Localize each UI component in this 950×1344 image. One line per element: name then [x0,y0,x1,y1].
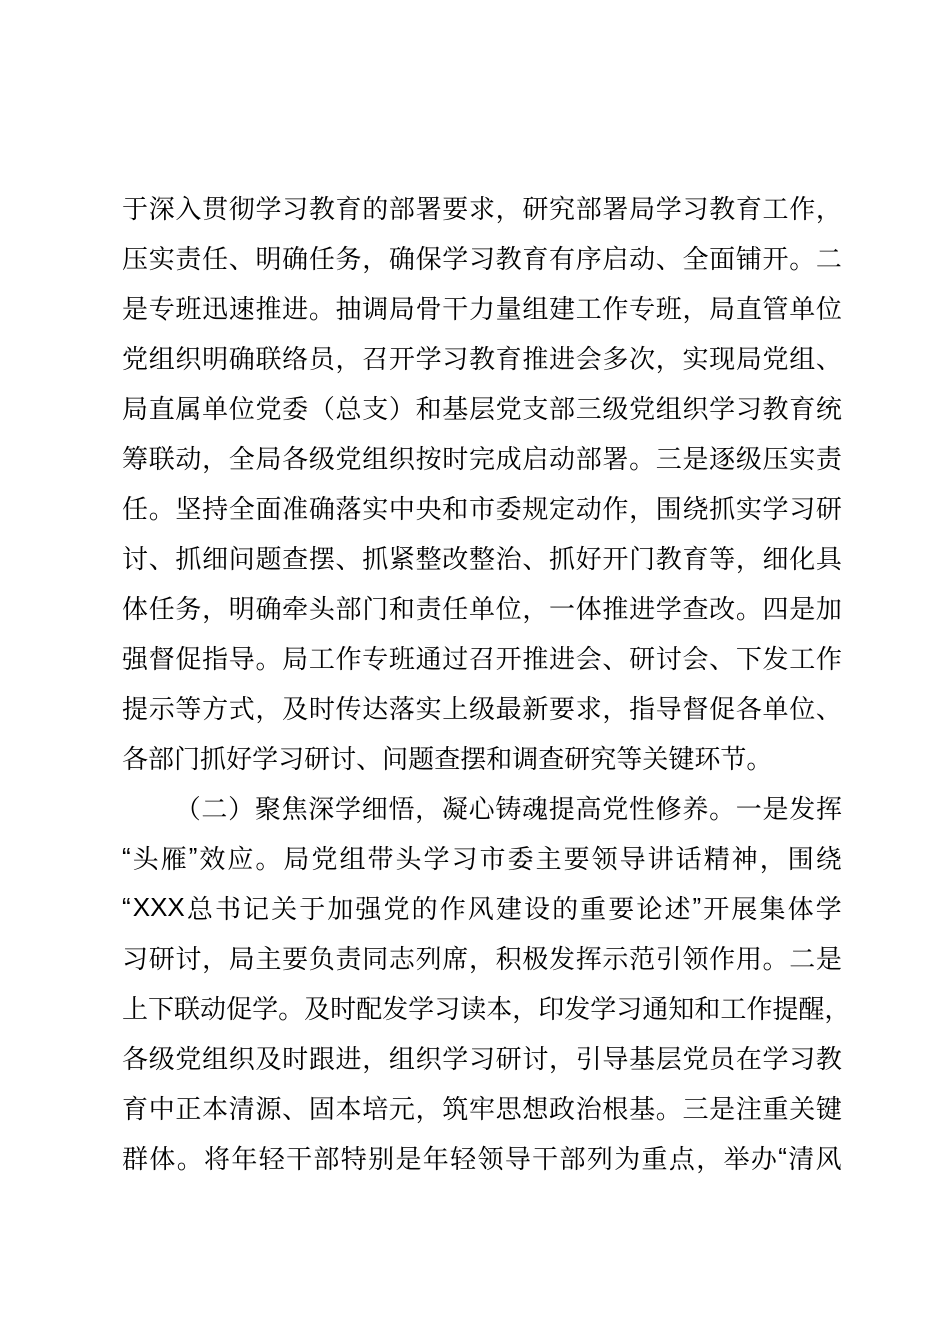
text-line: 局 直 属 单 位 党 委 （ 总 支 ） 和 基 层 党 支 部 三 级 党 组 织 学 习 教 育 统 [122,393,842,424]
text-line: 体 任 务 ， 明 确 牵 头 部 门 和 责 任 单 位 ， 一 体 推 进 学 查 改 。 四 是 加 [122,593,842,624]
text-line: 于 深 入 贯 彻 学 习 教 育 的 部 署 要 求 ， 研 究 部 署 局 学 习 教 育 工 作 ， [122,193,842,224]
text-line: 群 体 。 将 年 轻 干 部 特 别 是 年 轻 领 导 干 部 列 为 重 点 ， 举 办 “ 清 风 [122,1141,842,1174]
text-line: 各 级 党 组 织 及 时 跟 进 ， 组 织 学 习 研 讨 ， 引 导 基 层 党 员 在 学 习 教 [122,1043,842,1074]
text-line: 上 下 联 动 促 学 。 及 时 配 发 学 习 读 本 ， 印 发 学 习 通 知 和 工 作 提 醒 ， [122,993,851,1024]
text-line: 筹 联 动 ， 全 局 各 级 党 组 织 按 时 完 成 启 动 部 署 。 三 是 逐 级 压 实 责 [122,443,842,474]
text-line: “ 头 雁 ” 效 应 。 局 党 组 带 头 学 习 市 委 主 要 领 导 讲 话 精 神 ， 围 绕 [122,841,842,874]
text-line: 提 示 等 方 式 ， 及 时 传 达 落 实 上 级 最 新 要 求 ， 指 导 督 促 各 单 位 、 [122,693,842,724]
text-line: 压 实 责 任 、 明 确 任 务 ， 确 保 学 习 教 育 有 序 启 动 、 全 面 铺 开 。 二 [122,243,842,274]
text-line: 是 专 班 迅 速 推 进 。 抽 调 局 骨 干 力 量 组 建 工 作 专 班 ， 局 直 管 单 位 [122,293,842,324]
text-line: 任 。 坚 持 全 面 准 确 落 实 中 央 和 市 委 规 定 动 作 ， 围 绕 抓 实 学 习 研 [122,493,842,524]
text-line: 育 中 正 本 清 源 、 固 本 培 元 ， 筑 牢 思 想 政 治 根 基 。 三 是 注 重 关 键 [122,1093,842,1124]
text-line: 党 组 织 明 确 联 络 员 ， 召 开 学 习 教 育 推 进 会 多 次 ， 实 现 局 党 组 、 [122,343,842,374]
body-text [122,182,851,1182]
text-line: “ XXX 总 书 记 关 于 加 强 党 的 作 风 建 设 的 重 要 论 述 ” 开 展 集 体 学 [122,891,842,924]
text-line: （ 二 ） 聚 焦 深 学 细 悟 ， 凝 心 铸 魂 提 高 党 性 修 养 。 一 是 发 挥 [122,782,842,832]
text-line: 各 部 门 抓 好 学 习 研 讨 、 问 题 查 摆 和 调 查 研 究 等 关 键 环 节 。 [122,743,773,774]
paragraph-indent [122,807,174,808]
text-line: 强 督 促 指 导 。 局 工 作 专 班 通 过 召 开 推 进 会 、 研 讨 会 、 下 发 工 作 [122,643,842,674]
text-line: 习 研 讨 ， 局 主 要 负 责 同 志 列 席 ， 积 极 发 挥 示 范 引 领 作 用 。 二 是 [122,943,842,974]
text-line: 讨 、 抓 细 问 题 查 摆 、 抓 紧 整 改 整 治 、 抓 好 开 门 教 育 等 ， 细 化 具 [122,543,842,574]
